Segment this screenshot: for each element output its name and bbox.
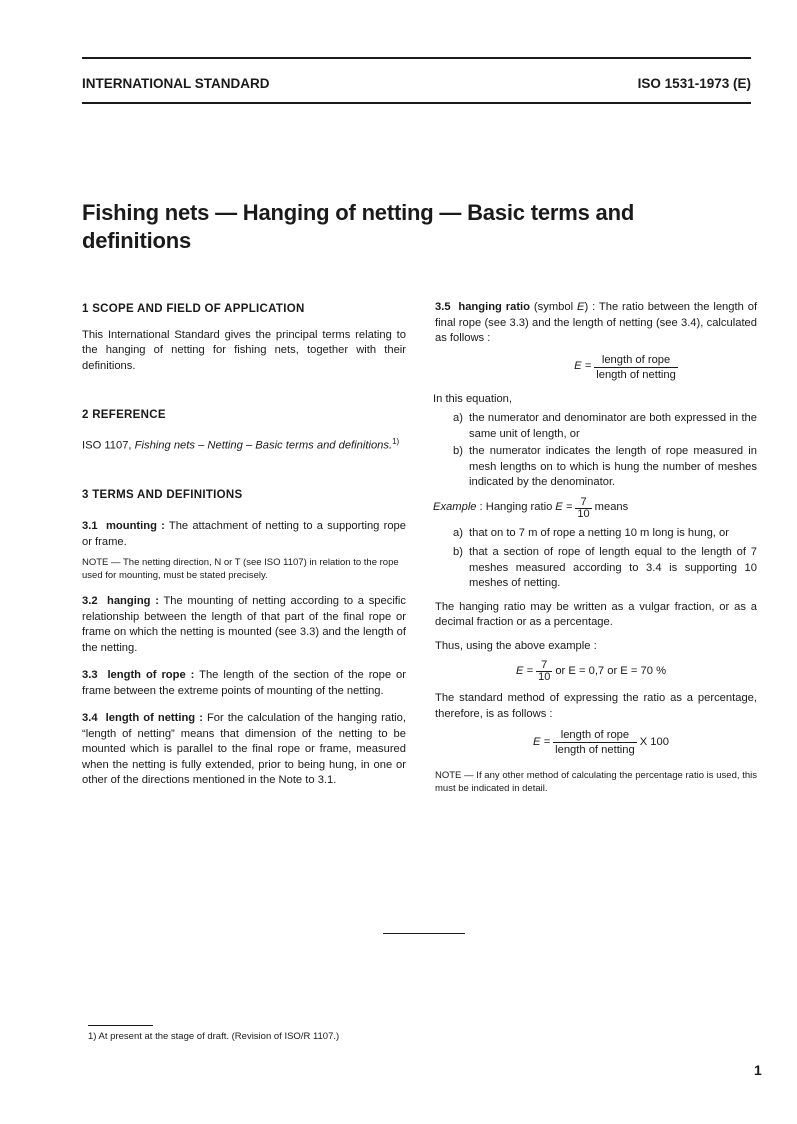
list-b-1-text: the numerator indicates the length of rope measured in mesh lengths on to which is hung the number of meshes indicated by the denominator.	[469, 445, 757, 488]
example-e: E =	[555, 501, 573, 514]
vulgar-fraction-text: The hanging ratio may be written as a vulgar fraction, or as a decimal fraction or as a percentage.	[435, 600, 757, 628]
equation-1-numerator: length of rope	[594, 353, 678, 368]
term-3-5-number: 3.5	[435, 301, 451, 313]
equation-1-denominator: length of netting	[596, 368, 676, 381]
equation-3-lhs: E =	[533, 735, 551, 748]
list-a-1-label: a)	[453, 412, 463, 424]
equation-percentage	[445, 728, 757, 757]
term-3-1-note: NOTE — The netting direction, N or T (see ISO 1107) in relation to the rope used for mounting, must be stated precisely.	[82, 557, 399, 582]
equation-2-fraction	[536, 660, 552, 683]
equation-3-numerator: length of rope	[553, 728, 637, 743]
term-3-3	[82, 668, 406, 699]
list-a-2-label: a)	[453, 526, 463, 539]
example-line	[433, 497, 757, 520]
section-1-body: This International Standard gives the principal terms relating to the hanging of netting for fishing nets, together with their definitions.	[82, 328, 406, 372]
equation-3-fraction	[553, 728, 637, 757]
term-3-2-term: hanging :	[106, 595, 159, 608]
right-column	[435, 300, 757, 795]
standard-method-text: The standard method of expressing the ratio as a percentage, therefore, is as follows :	[435, 692, 757, 720]
header-top-rule	[82, 57, 751, 59]
section-3-heading: 3 TERMS AND DEFINITIONS	[82, 488, 243, 501]
reference-number: ISO 1107,	[82, 439, 132, 452]
term-3-4-term: length of netting :	[105, 712, 203, 725]
percentage-note: NOTE — If any other method of calculating the percentage ratio is used, this must be indicated in detail.	[435, 770, 757, 794]
equation-1-lhs: E =	[574, 360, 592, 373]
thus-text: Thus, using the above example :	[435, 639, 597, 652]
term-3-3-number: 3.3	[82, 669, 98, 682]
equation-2-rest: or E = 0,7 or E = 70 %	[555, 664, 667, 677]
list-a-2-text: that on to 7 m of rope a netting 10 m long is hung, or	[469, 526, 729, 539]
term-3-2-definition: The mounting of netting according to a specific relationship between the length of that part of the final rope or frame on which the netting is mounted (see 3.3) and the length of the netting.	[82, 595, 406, 654]
footnote-rule	[88, 1025, 153, 1026]
section-2-heading: 2 REFERENCE	[82, 409, 166, 421]
term-3-3-term: length of rope :	[107, 669, 195, 682]
term-3-5-definition: The ratio between the length of final rope (see 3.3) and the length of netting (see 3.4), calculated as follows :	[435, 301, 758, 344]
term-3-1-number: 3.1	[82, 520, 98, 533]
term-3-2-number: 3.2	[82, 595, 98, 608]
example-denominator: 10	[577, 507, 590, 520]
equation-3-denominator: length of netting	[555, 744, 635, 756]
term-3-5-symbol-post: ) :	[584, 301, 596, 313]
equation-2-lhs: E =	[515, 664, 534, 677]
header-document-number: ISO 1531-1973 (E)	[637, 76, 751, 91]
term-3-5	[435, 300, 757, 347]
equation-example	[425, 660, 757, 683]
section-2-reference	[82, 434, 406, 454]
list-b-2-label: b)	[453, 546, 463, 558]
header-bottom-rule	[82, 102, 751, 104]
example-text: : Hanging ratio	[479, 501, 553, 514]
equation-hanging-ratio	[495, 353, 757, 382]
footnote: 1) At present at the stage of draft. (Revision of ISO/R 1107.)	[88, 1031, 340, 1042]
header-standard-label: INTERNATIONAL STANDARD	[82, 76, 270, 91]
list-b-1-label: b)	[453, 445, 463, 457]
list-b-2	[453, 545, 757, 592]
equation-2-numerator: 7	[536, 660, 552, 672]
list-b-2-text: that a section of rope of length equal to the length of 7 meshes measured according to 3.4 is supporting 10 meshes of netting.	[469, 546, 757, 589]
term-3-5-symbol-pre: (symbol	[533, 301, 574, 313]
example-fraction	[575, 497, 591, 520]
term-3-5-symbol: E	[576, 301, 585, 313]
equation-3-multiplier: X 100	[639, 735, 669, 748]
page-number: 1	[754, 1062, 762, 1078]
list-a-2	[453, 526, 757, 542]
term-3-5-term: hanging ratio	[458, 301, 530, 313]
equation-2-denominator: 10	[538, 671, 551, 683]
term-3-4-number: 3.4	[82, 712, 98, 725]
term-3-1	[82, 519, 406, 550]
example-means: means	[594, 501, 629, 514]
list-b-1	[453, 444, 757, 491]
document-title: Fishing nets — Hanging of netting — Basic terms and definitions	[82, 200, 635, 253]
reference-title: Fishing nets – Netting – Basic terms and definitions.	[134, 439, 393, 452]
term-3-1-term: mounting :	[105, 520, 165, 533]
end-separator-rule	[383, 933, 465, 934]
left-column	[82, 302, 406, 789]
list-a-1	[453, 411, 757, 442]
term-3-3-definition: The length of the section of the rope or frame between the extreme points of mounting of the netting.	[82, 669, 406, 697]
term-3-4-definition: For the calculation of the hanging ratio, “length of netting” means that dimension of the netting to be mounted which is parallel to the final rope or frame, measured when the netting is fully extended, prior to being hung, in one or other of the directions mentioned in the Note to 3.1.	[82, 712, 407, 787]
example-numerator: 7	[575, 497, 591, 509]
section-1-heading: 1 SCOPE AND FIELD OF APPLICATION	[82, 303, 305, 315]
in-this-equation: In this equation,	[433, 392, 512, 405]
example-label: Example	[433, 501, 477, 514]
term-3-2	[82, 594, 406, 656]
term-3-1-definition: The attachment of netting to a supporting rope or frame.	[82, 520, 406, 548]
equation-1-fraction	[594, 353, 678, 382]
term-3-4	[82, 711, 406, 789]
list-a-1-text: the numerator and denominator are both expressed in the same unit of length, or	[469, 412, 757, 440]
footnote-marker: 1)	[392, 436, 400, 446]
